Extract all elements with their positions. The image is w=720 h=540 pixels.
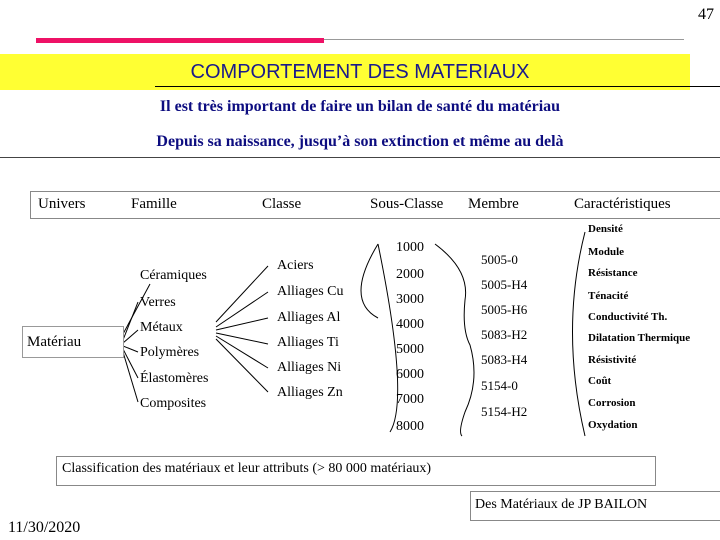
membre-5005-0: 5005-0 [481, 252, 518, 267]
univers-materiau: Matériau [27, 334, 82, 350]
connector-line [216, 266, 268, 322]
sous-classe-5000: 5000 [396, 342, 424, 357]
credit-text: Des Matériaux de JP BAILON [475, 497, 648, 512]
connector-line [216, 333, 268, 344]
sous-classe-2000: 2000 [396, 267, 424, 282]
date-text: 11/30/2020 [8, 519, 81, 536]
caracteristique-module: Module [588, 246, 625, 258]
caracteristique-densite: Densité [588, 223, 623, 235]
famille-polymeres: Polymères [140, 345, 200, 360]
bracket-line [573, 232, 586, 436]
caracteristique-corrosion: Corrosion [588, 397, 636, 409]
caracteristique-dilatation: Dilatation Thermique [588, 332, 691, 344]
slide-title: COMPORTEMENT DES MATERIAUX [190, 61, 530, 83]
connector-line [216, 318, 268, 330]
subtitle-2: Depuis sa naissance, jusqu’à son extinction et même au delà [156, 133, 564, 150]
connector-line [123, 330, 138, 343]
classe-aciers: Aciers [277, 258, 314, 273]
header-classe: Classe [262, 196, 302, 212]
membre-5083-h4: 5083-H4 [481, 352, 528, 367]
membre-5005-h4: 5005-H4 [481, 277, 528, 292]
bracket-line [378, 244, 398, 432]
caracteristique-resistivite: Résistivité [588, 354, 637, 366]
sous-classe-7000: 7000 [396, 392, 424, 407]
subtitle-1: Il est très important de faire un bilan de santé du matériau [159, 98, 561, 115]
connector-line [123, 352, 138, 402]
classe-alliages-cu: Alliages Cu [277, 284, 344, 299]
bracket-line [435, 244, 474, 436]
famille-elastomeres: Élastomères [140, 371, 209, 386]
header-famille: Famille [131, 196, 177, 212]
classification-text: Classification des matériaux et leur attributs (> 80 000 matériaux) [62, 461, 432, 476]
connector-line [123, 346, 138, 352]
membre-5154-0: 5154-0 [481, 378, 518, 393]
famille-metaux: Métaux [140, 320, 183, 335]
sous-classe-8000: 8000 [396, 419, 424, 434]
classe-alliages-ni: Alliages Ni [277, 360, 342, 375]
caracteristique-tenacite: Ténacité [588, 290, 629, 302]
connector-line [216, 292, 268, 327]
famille-composites: Composites [140, 396, 207, 411]
connector-line [216, 336, 268, 368]
classe-alliages-ti: Alliages Ti [277, 335, 339, 350]
sous-classe-4000: 4000 [396, 317, 424, 332]
header-membre: Membre [468, 196, 519, 212]
caracteristique-cout: Coût [588, 375, 612, 387]
famille-ceramiques: Céramiques [140, 268, 207, 283]
membre-5154-h2: 5154-H2 [481, 404, 528, 419]
header-univers: Univers [38, 196, 86, 212]
caracteristique-conductivite: Conductivité Th. [588, 311, 668, 323]
membre-5005-h6: 5005-H6 [481, 302, 528, 317]
caracteristique-oxydation: Oxydation [588, 419, 638, 431]
membre-5083-h2: 5083-H2 [481, 327, 528, 342]
sous-classe-3000: 3000 [396, 292, 424, 307]
bracket-line [361, 244, 378, 318]
connector-line [216, 339, 268, 392]
caracteristique-resistance: Résistance [588, 267, 638, 279]
classe-alliages-al: Alliages Al [277, 310, 341, 325]
header-caracteristiques: Caractéristiques [574, 196, 671, 212]
classe-alliages-zn: Alliages Zn [277, 385, 343, 400]
connector-line [123, 302, 138, 340]
page-number: 47 [698, 6, 714, 23]
connector-line [123, 349, 138, 378]
sous-classe-6000: 6000 [396, 367, 424, 382]
famille-verres: Verres [140, 295, 176, 310]
sous-classe-1000: 1000 [396, 240, 424, 255]
header-sous-classe: Sous-Classe [370, 196, 444, 212]
